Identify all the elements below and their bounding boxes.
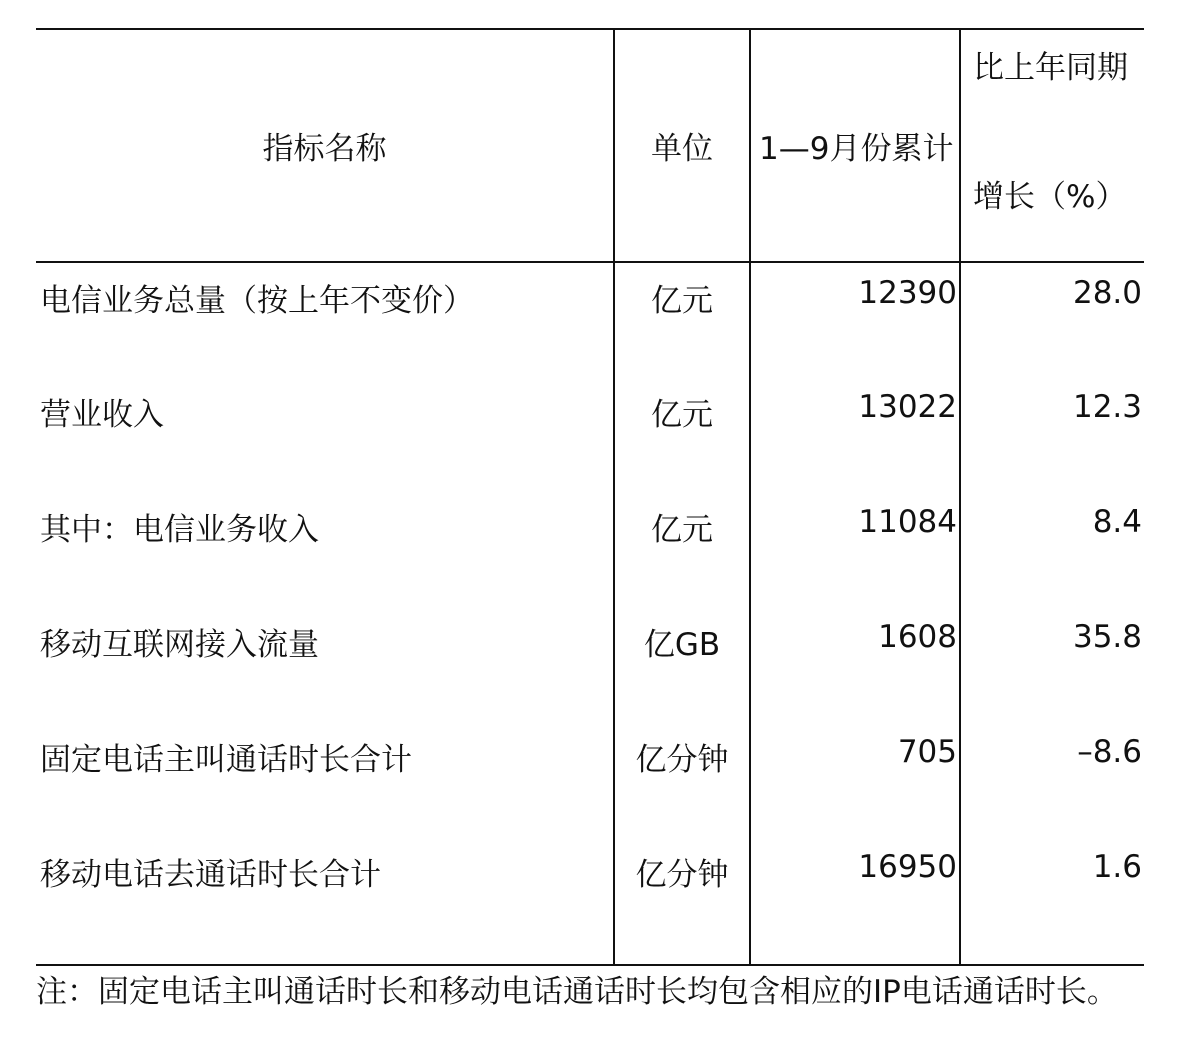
- row-growth: –8.6: [960, 722, 1144, 837]
- row-indicator-name: 移动电话去通话时长合计: [36, 837, 614, 965]
- header-growth: [960, 29, 1144, 262]
- header-growth-line1: 比上年同期: [973, 50, 1128, 86]
- row-unit: 亿元: [614, 262, 750, 377]
- table-row: [36, 722, 1144, 837]
- table-footnote: 注：固定电话主叫通话时长和移动电话通话时长均包含相应的IP电话通话时长。: [36, 974, 1118, 1010]
- table-body: [36, 262, 1144, 965]
- row-unit: 亿元: [614, 492, 750, 607]
- row-growth: 1.6: [960, 837, 1144, 965]
- row-unit: 亿元: [614, 377, 750, 492]
- table-row: [36, 492, 1144, 607]
- table-row: [36, 607, 1144, 722]
- table-row: [36, 262, 1144, 377]
- table-row: [36, 377, 1144, 492]
- row-cumulative: 705: [750, 722, 960, 837]
- statistics-table: [36, 28, 1144, 966]
- row-cumulative: 13022: [750, 377, 960, 492]
- table-row: [36, 837, 1144, 965]
- table-header: [36, 29, 1144, 262]
- row-cumulative: 1608: [750, 607, 960, 722]
- row-growth: 28.0: [960, 262, 1144, 377]
- row-cumulative: 16950: [750, 837, 960, 965]
- row-growth: 8.4: [960, 492, 1144, 607]
- row-indicator-name: 其中：电信业务收入: [40, 512, 319, 548]
- header-indicator-name: 指标名称: [36, 29, 614, 262]
- row-indicator-name: 移动互联网接入流量: [40, 627, 319, 663]
- row-cumulative: 12390: [750, 262, 960, 377]
- row-unit: 亿分钟: [614, 837, 750, 965]
- header-growth-line2: 增长（%）: [973, 179, 1127, 215]
- row-indicator-name: 固定电话主叫通话时长合计: [40, 742, 412, 778]
- statistics-table-container: [36, 28, 1144, 966]
- row-growth: 12.3: [960, 377, 1144, 492]
- row-indicator-name: 营业收入: [40, 397, 164, 433]
- row-indicator-name: 电信业务总量（按上年不变价）: [40, 283, 474, 319]
- header-unit: 单位: [614, 29, 750, 262]
- row-growth: 35.8: [960, 607, 1144, 722]
- header-cumulative: 1—9月份累计: [750, 29, 960, 262]
- row-unit: 亿分钟: [614, 722, 750, 837]
- row-cumulative: 11084: [750, 492, 960, 607]
- header-row: [36, 29, 1144, 262]
- row-unit: 亿GB: [614, 607, 750, 722]
